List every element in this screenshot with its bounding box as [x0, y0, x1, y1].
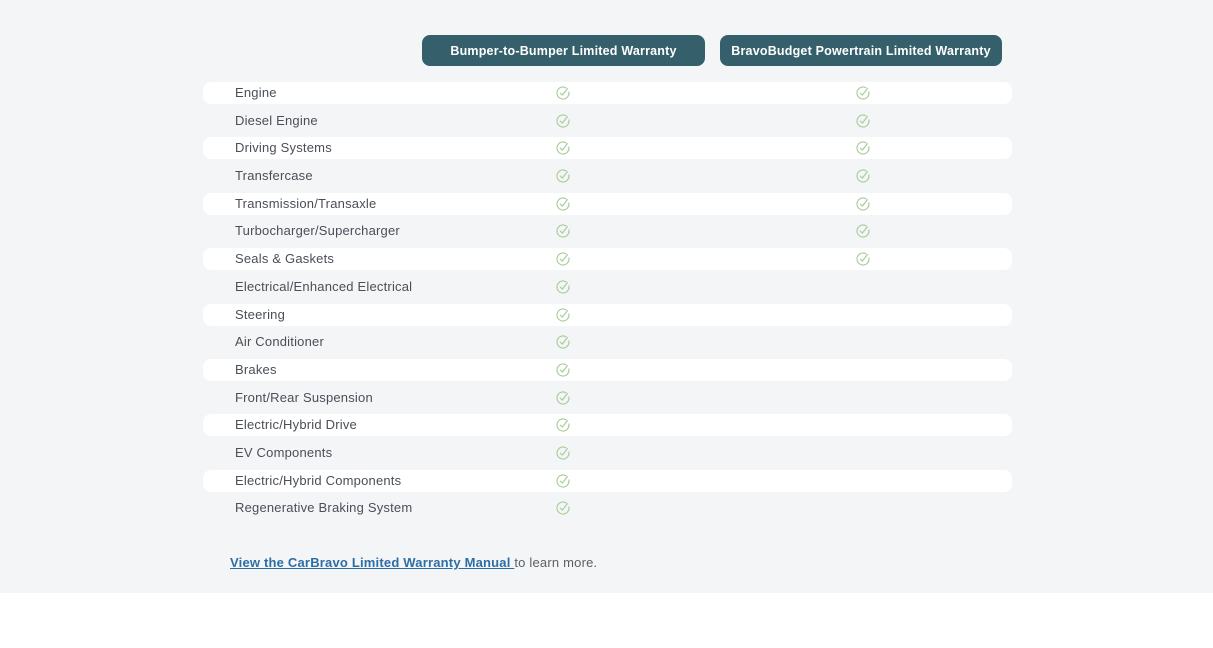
warranty-manual-link[interactable]: View the CarBravo Limited Warranty Manual — [230, 555, 515, 570]
component-label: Transmission/Transaxle — [235, 195, 377, 211]
table-row — [203, 220, 1012, 242]
powertrain-cell — [855, 85, 871, 101]
powertrain-cell — [855, 334, 871, 350]
powertrain-cell — [855, 140, 871, 156]
footer-note-suffix: to learn more. — [514, 555, 598, 570]
bumper-to-bumper-cell — [555, 140, 571, 156]
component-label: Steering — [235, 306, 286, 322]
powertrain-cell — [855, 390, 871, 406]
powertrain-cell — [855, 500, 871, 516]
component-label: Brakes — [235, 361, 277, 377]
table-row — [203, 165, 1012, 187]
component-label: Front/Rear Suspension — [235, 389, 373, 405]
bottom-white-strip — [0, 593, 1213, 648]
powertrain-warranty-button[interactable]: BravoBudget Powertrain Limited Warranty — [720, 35, 1002, 66]
table-row — [203, 248, 1012, 270]
component-label: Driving Systems — [235, 140, 332, 156]
component-label: Engine — [235, 85, 277, 100]
component-label: EV Components — [235, 444, 333, 460]
check-circle-icon — [855, 140, 871, 156]
component-label: Turbocharger/Supercharger — [235, 223, 400, 239]
component-label: Electrical/Enhanced Electrical — [235, 278, 413, 294]
bumper-to-bumper-cell — [555, 113, 571, 129]
component-label: Transfercase — [235, 168, 313, 184]
check-circle-icon — [555, 168, 571, 184]
warranty-coverage-table — [203, 82, 1012, 525]
bumper-to-bumper-cell — [555, 362, 571, 378]
bumper-to-bumper-cell — [555, 223, 571, 239]
powertrain-cell — [855, 307, 871, 323]
component-label: Diesel Engine — [235, 112, 318, 128]
bumper-to-bumper-cell — [555, 168, 571, 184]
powertrain-cell — [855, 251, 871, 267]
component-label: Electric/Hybrid Components — [235, 472, 402, 488]
bumper-to-bumper-cell — [555, 473, 571, 489]
component-label: Air Conditioner — [235, 334, 324, 350]
check-circle-icon — [555, 196, 571, 212]
bumper-to-bumper-cell — [555, 390, 571, 406]
table-row — [203, 497, 1012, 519]
bumper-to-bumper-cell — [555, 279, 571, 295]
bumper-to-bumper-cell — [555, 500, 571, 516]
bumper-to-bumper-warranty-button[interactable]: Bumper-to-Bumper Limited Warranty — [422, 35, 705, 66]
powertrain-cell — [855, 417, 871, 433]
table-row — [203, 414, 1012, 436]
bumper-to-bumper-cell — [555, 417, 571, 433]
check-circle-icon — [855, 223, 871, 239]
powertrain-cell — [855, 279, 871, 295]
table-row — [203, 331, 1012, 353]
column-header-buttons — [0, 35, 1213, 66]
check-circle-icon — [855, 196, 871, 212]
bumper-to-bumper-cell — [555, 334, 571, 350]
check-circle-icon — [555, 85, 571, 101]
table-row — [203, 276, 1012, 298]
check-circle-icon — [555, 445, 571, 461]
check-circle-icon — [855, 251, 871, 267]
check-circle-icon — [555, 251, 571, 267]
footer-note — [230, 555, 597, 570]
powertrain-cell — [855, 168, 871, 184]
table-row — [203, 110, 1012, 132]
table-row — [203, 359, 1012, 381]
check-circle-icon — [555, 113, 571, 129]
table-row — [203, 82, 1012, 104]
bumper-to-bumper-cell — [555, 251, 571, 267]
check-circle-icon — [555, 279, 571, 295]
check-circle-icon — [555, 140, 571, 156]
powertrain-cell — [855, 445, 871, 461]
table-row — [203, 470, 1012, 492]
bumper-to-bumper-cell — [555, 445, 571, 461]
check-circle-icon — [555, 417, 571, 433]
table-row — [203, 442, 1012, 464]
powertrain-cell — [855, 223, 871, 239]
bumper-to-bumper-cell — [555, 307, 571, 323]
table-row — [203, 387, 1012, 409]
component-label: Electric/Hybrid Drive — [235, 417, 357, 433]
check-circle-icon — [555, 307, 571, 323]
check-circle-icon — [555, 473, 571, 489]
powertrain-cell — [855, 113, 871, 129]
component-label: Seals & Gaskets — [235, 251, 335, 267]
bumper-to-bumper-cell — [555, 85, 571, 101]
check-circle-icon — [555, 223, 571, 239]
table-row — [203, 137, 1012, 159]
check-circle-icon — [855, 168, 871, 184]
powertrain-cell — [855, 473, 871, 489]
check-circle-icon — [555, 362, 571, 378]
check-circle-icon — [555, 390, 571, 406]
powertrain-cell — [855, 362, 871, 378]
check-circle-icon — [855, 113, 871, 129]
check-circle-icon — [855, 85, 871, 101]
table-row — [203, 304, 1012, 326]
check-circle-icon — [555, 334, 571, 350]
bumper-to-bumper-cell — [555, 196, 571, 212]
check-circle-icon — [555, 500, 571, 516]
powertrain-cell — [855, 196, 871, 212]
table-row — [203, 193, 1012, 215]
component-label: Regenerative Braking System — [235, 500, 413, 516]
